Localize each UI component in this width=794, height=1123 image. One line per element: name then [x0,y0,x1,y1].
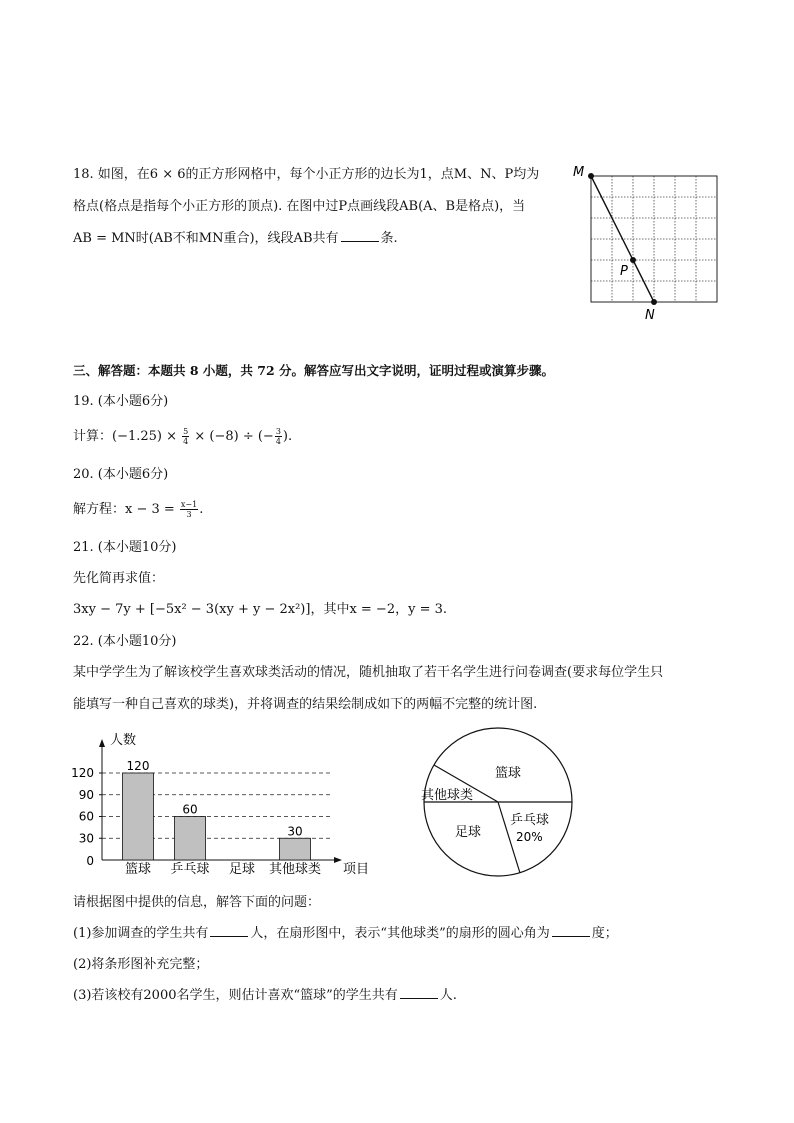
pie-label-basketball: 篮球 [495,766,522,781]
bar-chart-category-label: 篮球 [124,862,152,877]
bar-chart-y-arrow [99,739,105,747]
q20-prefix: 解方程：x − 3 = [73,502,179,517]
q22-sub3 [73,986,457,1006]
q22-prompt: 请根据图中提供的信息，解答下面的问题： [73,895,321,910]
pie-label-pingpong: 乒乓球 [510,813,550,828]
q20-fraction [180,500,198,519]
bar-chart-y-tick-label: 120 [71,766,94,780]
q22-sub1-blank-students [210,924,248,937]
q19-fraction-2 [275,427,282,446]
bar-chart-y-tick-label: 30 [78,831,94,846]
q20-title: 20. (本小题6分) [73,467,169,482]
bar-chart-bar [123,773,154,860]
bar-chart-category-label: 乒乓球 [170,862,210,877]
q19-suffix: ). [282,429,293,444]
q19-frac1-numerator: 5 [183,427,189,436]
q22-sub3a: (3)若该校有2000名学生，则估计喜欢“篮球”的学生共有 [73,988,398,1003]
q19-middle: × (−8) ÷ (− [190,429,274,444]
bar-chart-y-tick-label: 0 [86,854,94,868]
bar-chart-category-label: 足球 [228,862,256,877]
bar-chart-value-label: 30 [287,824,303,839]
q19-title: 19. (本小题6分) [73,394,169,409]
q22-sub3-blank [400,986,438,999]
q18-grid-figure [565,160,735,330]
bar-chart-y-tick-label: 90 [78,787,94,802]
q18-text-line3 [73,229,398,249]
point-p [630,257,636,263]
pie-label-football: 足球 [455,825,482,840]
q22-sub2: (2)将条形图补充完整； [73,957,209,972]
point-m [588,173,594,179]
bar-chart-y-label: 人数 [110,733,137,748]
q20-frac-numerator: x−1 [180,500,198,509]
q20-equation [73,500,203,520]
bar-chart-value-label: 60 [182,802,198,817]
pie-label-other: 其他球类 [421,788,474,803]
q19-prefix: 计算：(−1.25) × [73,429,182,444]
q19-frac2-denominator: 4 [275,437,281,446]
section3-heading: 三、解答题：本题共 8 小题，共 72 分。解答应写出文字说明，证明过程或演算步骤。 [73,363,555,378]
bar-chart [70,728,390,880]
q19-expression [73,427,292,447]
q18-text-line1: 18. 如图，在6 × 6的正方形网格中，每个小正方形的边长为1，点M、N、P均为 [73,167,540,182]
q18-text-line3a: AB = MN时(AB不和MN重合)，线段AB共有 [73,231,339,246]
q22-sub1b: 人，在扇形图中，表示“其他球类”的扇形的圆心角为 [250,926,550,941]
bar-chart-x-arrow [334,857,342,863]
q19-fraction-1 [182,427,189,446]
grid-lines [591,176,717,302]
q19-frac1-denominator: 4 [183,437,189,446]
q22-sub1 [73,924,618,944]
q18-text-line3b: 条. [380,231,398,246]
pie-chart [415,725,585,885]
pie-label-pingpong-percent: 20% [516,830,543,844]
label-p: P [620,264,628,279]
q22-sub1c: 度； [591,926,618,941]
q21-instruction: 先化简再求值： [73,571,165,586]
bar-chart-bar [175,817,206,861]
q20-frac-denominator: 3 [186,510,192,519]
bar-chart-bar [280,838,311,860]
bar-chart-y-tick-label: 60 [78,809,94,824]
bar-chart-category-label: 其他球类 [268,862,322,877]
label-m: M [573,165,585,180]
point-n [651,299,657,305]
q21-title: 21. (本小题10分) [73,540,177,555]
q18-answer-blank [341,229,379,242]
label-n: N [645,308,655,323]
bar-chart-value-label: 120 [126,759,150,773]
q22-description-line1: 某中学学生为了解该校学生喜欢球类活动的情况，随机抽取了若干名学生进行问卷调查(要求每位学生只 [73,665,664,680]
q18-text-line2: 格点(格点是指每个小正方形的顶点). 在图中过P点画线段AB(A、B是格点)，当 [73,199,526,214]
q21-expression: 3xy − 7y + [−5x² − 3(xy + y − 2x²)]，其中x = −2，y = 3. [73,602,448,617]
q22-description-line2: 能填写一种自己喜欢的球类)，并将调查的结果绘制成如下的两幅不完整的统计图. [73,697,538,712]
q19-frac2-numerator: 3 [275,427,281,436]
q22-sub3b: 人. [439,988,457,1003]
q22-title: 22. (本小题10分) [73,634,177,649]
q22-sub1a: (1)参加调查的学生共有 [73,926,209,941]
bar-chart-x-label: 项目 [343,862,370,877]
q22-sub1-blank-angle [552,924,590,937]
q20-suffix: . [199,502,204,517]
